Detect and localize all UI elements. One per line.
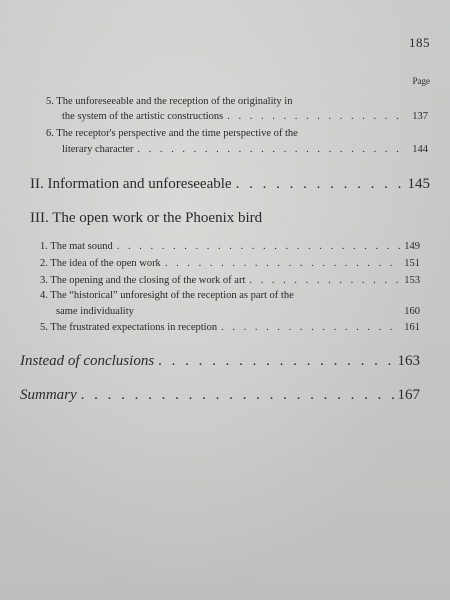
toc-entry-6-line1: 6. The receptor's perspective and the time perspective of the <box>46 128 298 139</box>
toc-conclusions-title: Instead of conclusions <box>20 353 155 369</box>
page-column-label: Page <box>412 76 430 86</box>
toc-section-5 <box>40 322 420 333</box>
toc-chapter-3-title: III. The open work or the Phoenix bird <box>30 210 263 226</box>
toc-chapter-2 <box>30 176 430 193</box>
toc-summary-page: 167 <box>397 387 420 403</box>
leader-dots <box>81 387 394 404</box>
leader-dots <box>227 111 408 122</box>
toc-chapter-2-page: 145 <box>407 176 430 192</box>
page-number: 185 <box>409 35 430 50</box>
toc-section-4-line2: same individuality <box>56 306 134 317</box>
toc-section-5-title: 5. The frustrated expectations in reception <box>40 322 218 333</box>
leader-dots <box>236 176 404 193</box>
toc-entry-5 <box>62 111 428 122</box>
leader-dots <box>221 322 400 333</box>
toc-section-1 <box>40 241 420 252</box>
toc-section-1-page: 149 <box>404 241 420 252</box>
toc-entry-6 <box>62 144 428 155</box>
toc-conclusions <box>20 353 420 370</box>
toc-entry-6-line2: literary character <box>62 144 134 155</box>
toc-conclusions-page: 163 <box>397 353 420 369</box>
leader-dots <box>249 275 400 286</box>
toc-chapter-2-title: II. Information and unforeseeable <box>30 176 232 192</box>
toc-section-4-line1: 4. The “historical” unforesight of the reception as part of the <box>40 290 294 301</box>
toc-section-1-title: 1. The mat sound <box>40 241 113 252</box>
toc-entry-5-page: 137 <box>412 111 428 122</box>
toc-entry-6-page: 144 <box>412 144 428 155</box>
toc-section-3-page: 153 <box>404 275 420 286</box>
toc-section-4 <box>56 306 420 317</box>
toc-section-2 <box>40 258 420 269</box>
toc-summary-title: Summary <box>20 387 77 403</box>
toc-summary <box>20 387 420 404</box>
leader-dots <box>137 144 408 155</box>
toc-section-3-title: 3. The opening and the closing of the work of art <box>40 275 246 286</box>
toc-section-2-title: 2. The idea of the open work <box>40 258 161 269</box>
toc-section-4-page: 160 <box>404 306 420 317</box>
leader-dots <box>165 258 400 269</box>
toc-section-3 <box>40 275 420 286</box>
toc-entry-5-line1: 5. The unforeseeable and the reception of the originality in <box>46 96 293 107</box>
toc-section-5-page: 161 <box>404 322 420 333</box>
toc-section-2-page: 151 <box>404 258 420 269</box>
leader-dots <box>158 353 393 370</box>
toc-entry-5-line2: the system of the artistic constructions <box>62 111 224 122</box>
leader-dots <box>117 241 401 252</box>
